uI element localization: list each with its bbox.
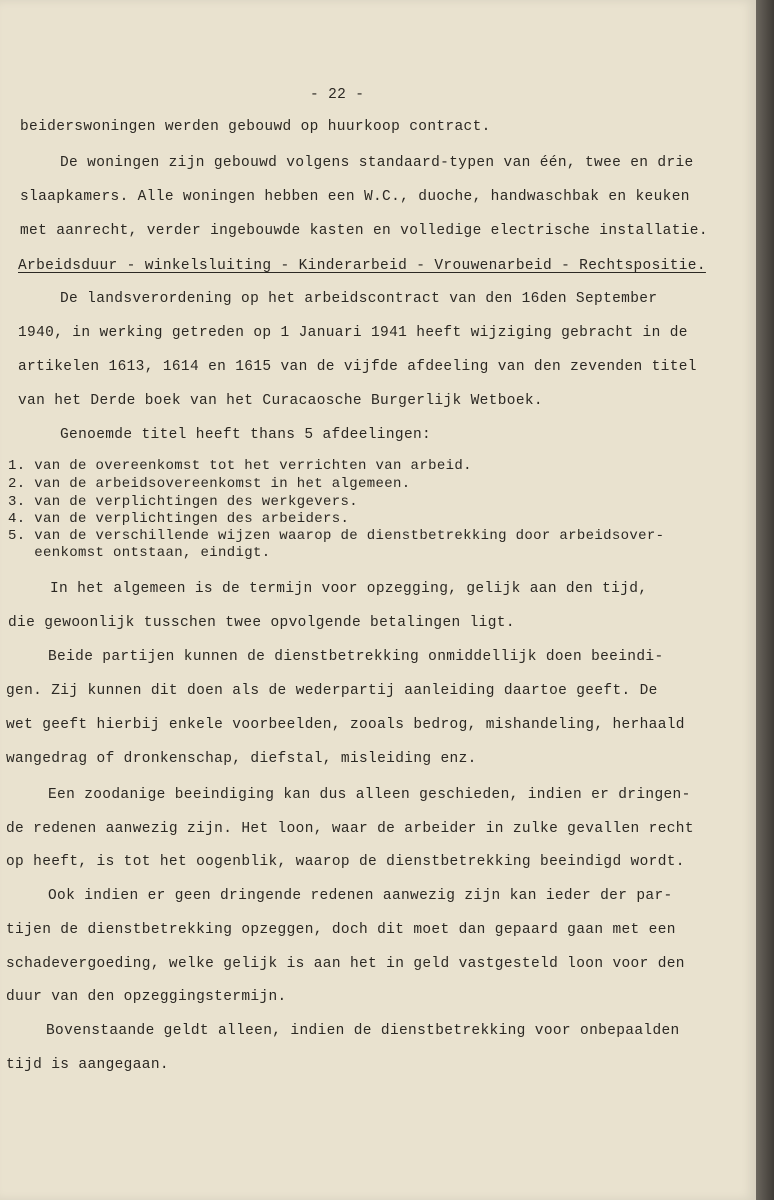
section-heading: Arbeidsduur - winkelsluiting - Kinderarbeid - Vrouwenarbeid - Rechtspositie. [18, 258, 706, 274]
list-item: 3. van de verplichtingen des werkgevers. [8, 494, 359, 510]
page-number: - 22 - [310, 87, 365, 103]
paragraph-line: De landsverordening op het arbeidscontract van den 16den September [60, 291, 658, 307]
paragraph-line: tijen de dienstbetrekking opzeggen, doch dit moet dan gepaard gaan met een [6, 922, 676, 938]
paragraph-line: tijd is aangegaan. [6, 1057, 169, 1073]
paragraph-line: Genoemde titel heeft thans 5 afdeelingen: [60, 427, 432, 443]
list-item: 5. van de verschillende wijzen waarop de dienstbetrekking door arbeidsover- [8, 528, 665, 544]
paragraph-line: op heeft, is tot het oogenblik, waarop de dienstbetrekking beeindigd wordt. [6, 854, 685, 870]
paragraph-line: Een zoodanige beeindiging kan dus alleen geschieden, indien er dringen- [48, 787, 691, 803]
page-edge-shadow [756, 0, 774, 1200]
paragraph-line: duur van den opzeggingstermijn. [6, 989, 287, 1005]
paragraph-line: met aanrecht, verder ingebouwde kasten en volledige electrische installatie. [20, 223, 708, 239]
paragraph-line: slaapkamers. Alle woningen hebben een W.C., duoche, handwaschbak en keuken [20, 189, 690, 205]
paragraph-line: die gewoonlijk tusschen twee opvolgende betalingen ligt. [8, 615, 515, 631]
paragraph-line: 1940, in werking getreden op 1 Januari 1941 heeft wijziging gebracht in de [18, 325, 688, 341]
paragraph-line: Bovenstaande geldt alleen, indien de dienstbetrekking voor onbepaalden [46, 1023, 680, 1039]
paragraph-line: Ook indien er geen dringende redenen aanwezig zijn kan ieder der par- [48, 888, 673, 904]
paragraph-line: artikelen 1613, 1614 en 1615 van de vijfde afdeeling van den zevenden titel [18, 359, 697, 375]
paragraph-line: Beide partijen kunnen de dienstbetrekking onmiddellijk doen beeindi- [48, 649, 664, 665]
paragraph-line: van het Derde boek van het Curacaosche Burgerlijk Wetboek. [18, 393, 543, 409]
paragraph-line: De woningen zijn gebouwd volgens standaard-typen van één, twee en drie [60, 155, 694, 171]
list-item: 1. van de overeenkomst tot het verrichten van arbeid. [8, 458, 472, 474]
list-item: 4. van de verplichtingen des arbeiders. [8, 511, 350, 527]
list-item: eenkomst ontstaan, eindigt. [8, 545, 271, 561]
paragraph-line: de redenen aanwezig zijn. Het loon, waar de arbeider in zulke gevallen recht [6, 821, 694, 837]
paragraph-line: beiderswoningen werden gebouwd op huurkoop contract. [20, 119, 491, 135]
paragraph-line: wangedrag of dronkenschap, diefstal, misleiding enz. [6, 751, 477, 767]
list-item: 2. van de arbeidsovereenkomst in het algemeen. [8, 476, 411, 492]
paragraph-line: schadevergoeding, welke gelijk is aan het in geld vastgesteld loon voor den [6, 956, 685, 972]
paragraph-line: In het algemeen is de termijn voor opzegging, gelijk aan den tijd, [50, 581, 648, 597]
paragraph-line: wet geeft hierbij enkele voorbeelden, zooals bedrog, mishandeling, herhaald [6, 717, 685, 733]
paragraph-line: gen. Zij kunnen dit doen als de wederpartij aanleiding daartoe geeft. De [6, 683, 658, 699]
